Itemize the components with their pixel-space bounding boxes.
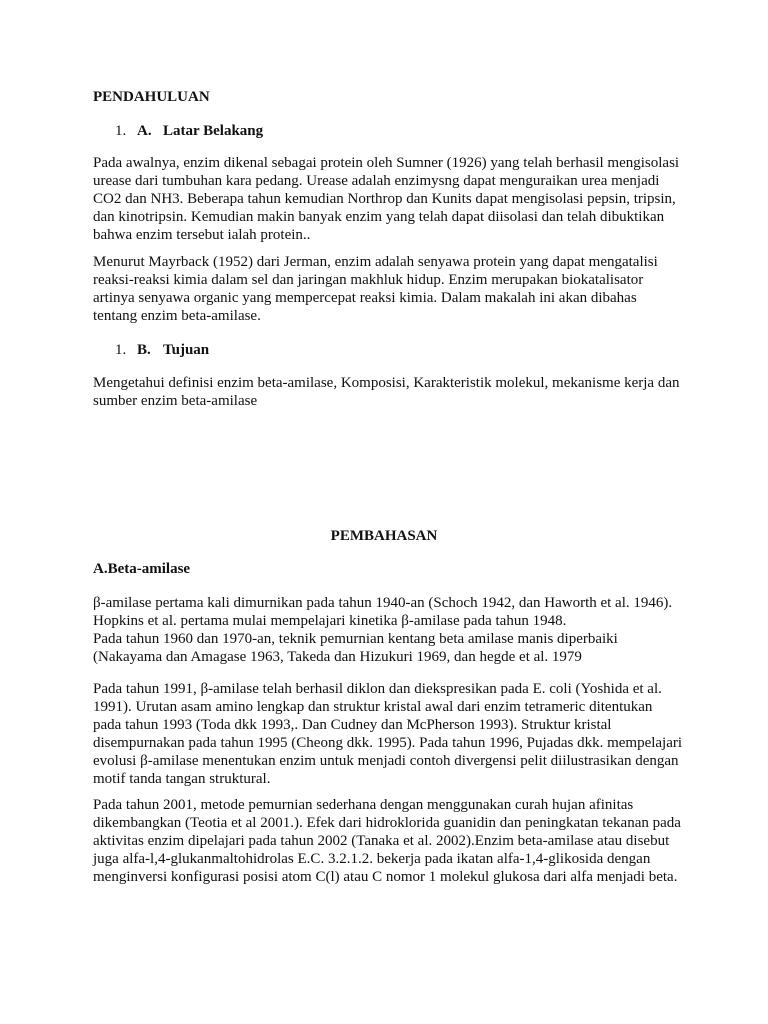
heading-pendahuluan: PENDAHULUAN bbox=[93, 89, 210, 105]
section-b-number: 1. bbox=[115, 342, 127, 358]
paragraph-beta-history-4: Pada tahun 2001, metode pemurnian sederhana dengan menggunakan curah hujan afinitas dikembangkan (Teotia et al 2001.). Efek dari hidroklorida guanidin dan peningkatan tekanan pada aktivitas enzim dipelajari pada tahun 2002 (Tanaka et al. 2002).Enzim beta-amilase atau disebut juga alfa-l,4-glukanmaltohidrolas E.C. 3.2.1.2. bekerja pada ikatan alfa-1,4-glikosida dengan menginversi konfigurasi posisi atom C(l) atau C nomor 1 molekul glukosa dari alfa menjadi beta. bbox=[93, 797, 681, 885]
paragraph-beta-history-1: β-amilase pertama kali dimurnikan pada tahun 1940-an (Schoch 1942, dan Haworth et al. 1946). Hopkins et al. pertama mulai mempelajari kinetika β-amilase pada tahun 1948. bbox=[93, 595, 673, 629]
paragraph-latar-belakang-1: Pada awalnya, enzim dikenal sebagai protein oleh Sumner (1926) yang telah berhasil mengisolasi urease dari tumbuhan kara pedang. Urease adalah enzimysng dapat menguraikan urea menjadi CO2 dan NH3. Beberapa tahun kemudian Northrop dan Kunits dapat mengisolasi pepsin, tripsin, dan kinotripsin. Kemudian makin banyak enzim yang telah dapat diisolasi dan telah dibuktikan bahwa enzim tersebut ialah protein.. bbox=[93, 155, 680, 243]
section-b-title: Tujuan bbox=[163, 342, 210, 358]
section-a-title: Latar Belakang bbox=[163, 123, 264, 139]
section-a-heading bbox=[93, 122, 683, 140]
paragraph-latar-belakang-2: Menurut Mayrback (1952) dari Jerman, enzim adalah senyawa protein yang dapat mengatalisi reaksi-reaksi kimia dalam sel dan jaringan makhluk hidup. Enzim merupakan biokatalisator artinya senyawa organic yang mempercepat reaksi kimia. Dalam makalah ini akan dibahas tentang enzim beta-amilase. bbox=[93, 254, 658, 324]
section-a-number: 1. bbox=[115, 123, 127, 139]
paragraph-tujuan: Mengetahui definisi enzim beta-amilase, Komposisi, Karakteristik molekul, mekanisme kerja dan sumber enzim beta-amilase bbox=[93, 375, 680, 409]
section-b-heading bbox=[93, 341, 683, 359]
section-b-letter: B. bbox=[137, 342, 151, 358]
heading-pembahasan: PEMBAHASAN bbox=[330, 528, 438, 544]
paragraph-beta-history-2: Pada tahun 1960 dan 1970-an, teknik pemurnian kentang beta amilase manis diperbaiki (Nakayama dan Amagase 1963, Takeda dan Hizukuri 1969, dan hegde et al. 1979 bbox=[93, 631, 618, 665]
section-a-letter: A. bbox=[137, 123, 152, 139]
paragraph-beta-history-3: Pada tahun 1991, β-amilase telah berhasil diklon dan diekspresikan pada E. coli (Yoshida et al. 1991). Urutan asam amino lengkap dan struktur kristal awal dari enzim tetrameric ditentukan pada tahun 1993 (Toda dkk 1993,. Dan Cudney dan McPherson 1993). Struktur kristal disempurnakan pada tahun 1995 (Cheong dkk. 1995). Pada tahun 1996, Pujadas dkk. mempelajari evolusi β-amilase menentukan enzim untuk menjadi contoh divergensi pelit diilustrasikan dengan motif tanda tangan struktural. bbox=[93, 681, 683, 787]
subheading-beta-amilase: A.Beta-amilase bbox=[93, 561, 191, 577]
